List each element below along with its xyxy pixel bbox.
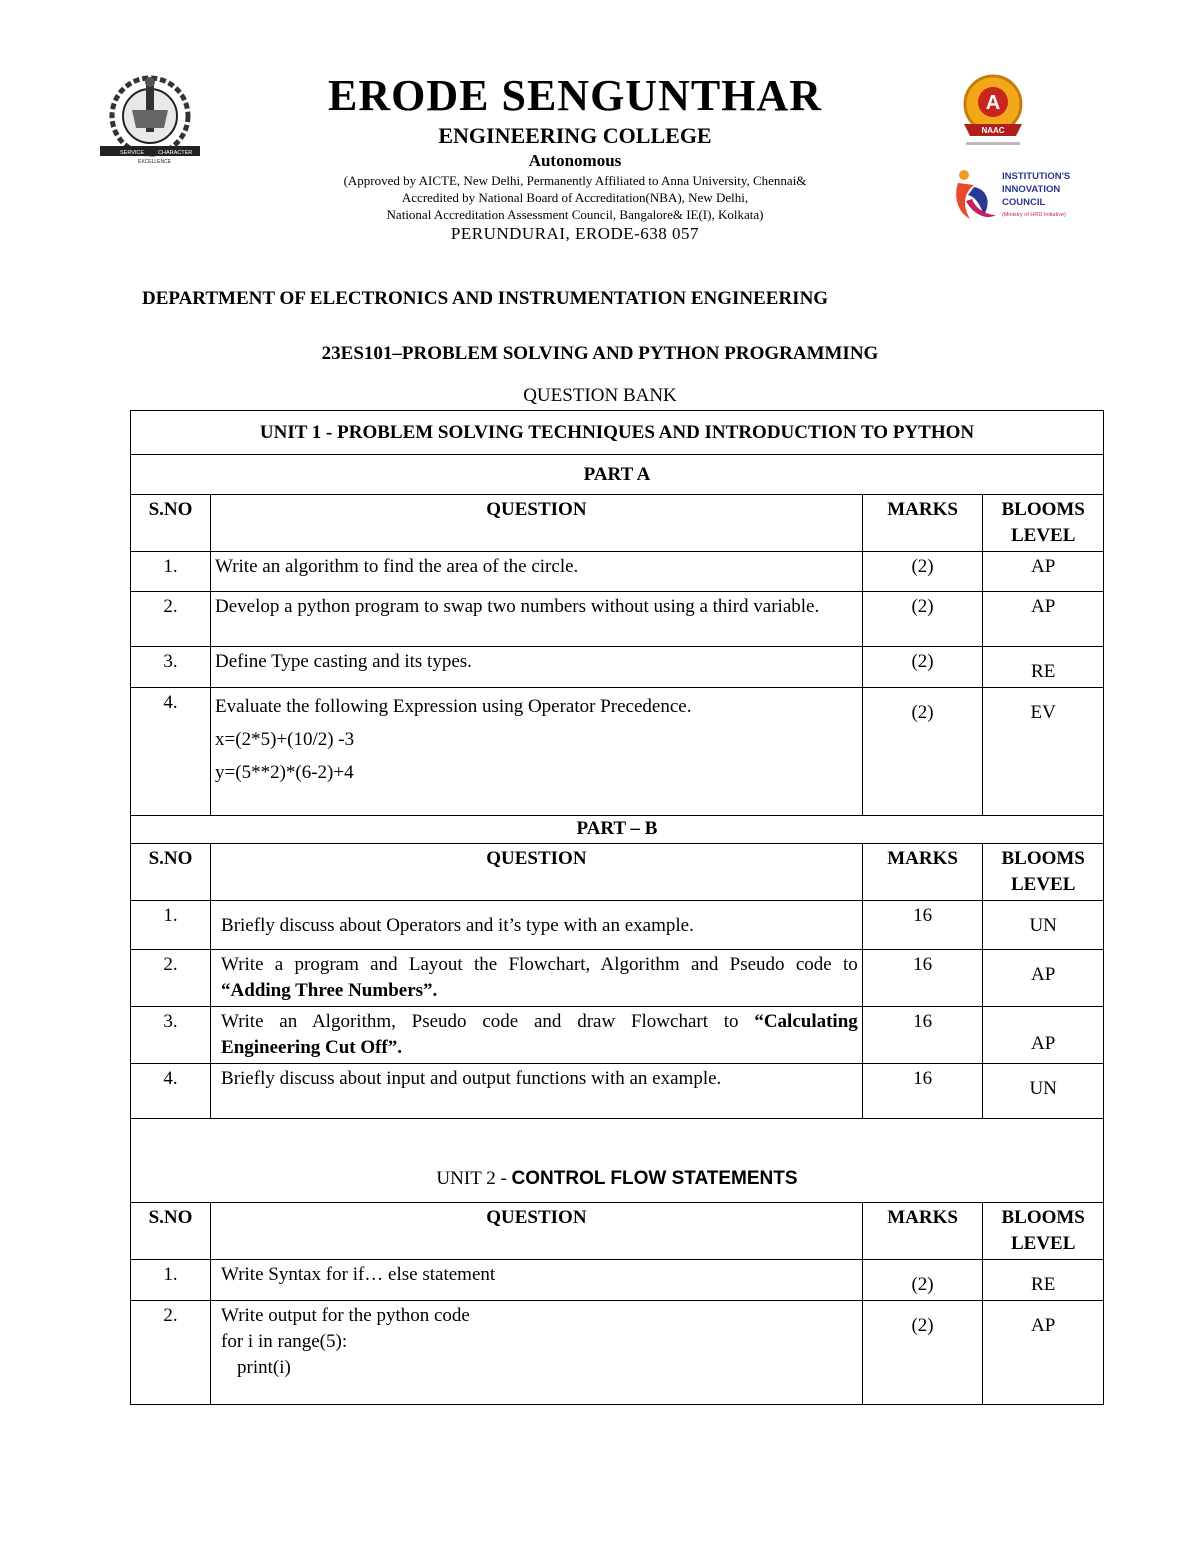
col-header-marks: MARKS	[862, 844, 983, 901]
expression-x: x=(2*5)+(10/2) -3	[215, 729, 355, 750]
row-level: RE	[983, 647, 1104, 688]
row-question: Write output for the python code	[221, 1305, 470, 1326]
row-level: AP	[983, 592, 1104, 647]
row-level: RE	[983, 1260, 1104, 1301]
row-marks: 16	[862, 1007, 983, 1064]
row-sno: 2.	[131, 1301, 211, 1405]
iic-line4: (Ministry of HRD Initiative)	[1002, 212, 1066, 218]
row-question: Write an algorithm to find the area of the circle.	[211, 552, 863, 592]
table-row	[131, 552, 1104, 592]
table-row	[131, 647, 1104, 688]
row-marks: 16	[862, 950, 983, 1007]
row-level: AP	[983, 950, 1104, 1007]
part-b-row	[131, 816, 1104, 844]
row-sno: 4.	[131, 1064, 211, 1119]
document-title: QUESTION BANK	[523, 385, 677, 406]
part-a-row	[131, 455, 1104, 495]
row-sno: 1.	[131, 1260, 211, 1301]
naac-grade: A	[985, 92, 1001, 114]
table-row	[131, 1007, 1104, 1064]
college-subtitle: ENGINEERING COLLEGE	[438, 123, 712, 148]
table-header-row	[131, 1203, 1104, 1260]
code-line-2: print(i)	[237, 1357, 291, 1378]
naac-label: NAAC	[981, 126, 1005, 135]
row-question-cell	[211, 688, 863, 816]
row-question-emphasis: “Adding Three Numbers”.	[221, 980, 438, 1001]
row-question: Define Type casting and its types.	[211, 647, 863, 688]
emblem-right-text: CHARACTER	[158, 150, 193, 156]
table-row	[131, 688, 1104, 816]
college-header	[0, 70, 1200, 245]
row-question: Develop a python program to swap two numbers without using a third variable.	[211, 592, 863, 647]
row-question-cell	[211, 950, 863, 1007]
col-header-question: QUESTION	[211, 495, 863, 552]
row-question: Evaluate the following Expression using Operator Precedence.	[215, 696, 692, 717]
col-header-blooms: BLOOMS LEVEL	[983, 495, 1104, 552]
row-marks: 16	[862, 1064, 983, 1119]
row-marks: (2)	[862, 592, 983, 647]
department-title: DEPARTMENT OF ELECTRONICS AND INSTRUMENTATION ENGINEERING	[142, 288, 829, 309]
row-question-emphasis: “Calculating Engineering Cut Off”.	[221, 1011, 858, 1058]
course-title: 23ES101–PROBLEM SOLVING AND PYTHON PROGRAMMING	[321, 343, 879, 364]
col-header-question: QUESTION	[211, 1203, 863, 1260]
row-sno: 2.	[131, 950, 211, 1007]
iic-line3: COUNCIL	[1002, 197, 1046, 208]
row-question: Briefly discuss about Operators and it’s type with an example.	[211, 901, 863, 950]
emblem-left-text: SERVICE	[120, 150, 145, 156]
table-row	[131, 592, 1104, 647]
row-level: EV	[983, 688, 1104, 816]
table-row	[131, 1260, 1104, 1301]
row-sno: 1.	[131, 901, 211, 950]
col-header-blooms: BLOOMS LEVEL	[983, 1203, 1104, 1260]
approval-line-3: National Accreditation Assessment Council, Bangalore& IE(I), Kolkata)	[386, 207, 764, 222]
unit2-title-text: CONTROL FLOW STATEMENTS	[511, 1168, 798, 1189]
row-marks: (2)	[862, 688, 983, 816]
row-question: Write a program and Layout the Flowchart, Algorithm and Pseudo code to	[221, 954, 858, 975]
col-header-question: QUESTION	[211, 844, 863, 901]
iic-line1: INSTITUTION'S	[1002, 171, 1071, 182]
row-question: Write an Algorithm, Pseudo code and draw Flowchart to	[221, 1011, 755, 1032]
row-marks: (2)	[862, 1301, 983, 1405]
col-header-marks: MARKS	[862, 495, 983, 552]
row-sno: 4.	[131, 688, 211, 816]
row-sno: 3.	[131, 1007, 211, 1064]
row-question: Write Syntax for if… else statement	[211, 1260, 863, 1301]
row-sno: 1.	[131, 552, 211, 592]
col-header-sno: S.NO	[131, 844, 211, 901]
row-level: UN	[983, 901, 1104, 950]
question-bank-table	[130, 410, 1104, 1405]
college-name: ERODE SENGUNTHAR	[328, 71, 822, 120]
approval-line-1: (Approved by AICTE, New Delhi, Permanently Affiliated to Anna University, Chennai&	[343, 173, 807, 188]
college-location: PERUNDURAI, ERODE-638 057	[450, 224, 700, 243]
row-level: UN	[983, 1064, 1104, 1119]
expression-y: y=(5**2)*(6-2)+4	[215, 762, 354, 783]
row-sno: 2.	[131, 592, 211, 647]
table-row	[131, 1301, 1104, 1405]
unit2-title-prefix: UNIT 2 -	[436, 1168, 512, 1189]
approval-line-2: Accredited by National Board of Accreditation(NBA), New Delhi,	[401, 190, 749, 205]
table-header-row	[131, 844, 1104, 901]
unit2-title-row	[131, 1119, 1104, 1203]
col-header-sno: S.NO	[131, 495, 211, 552]
unit2-title	[131, 1119, 1104, 1203]
part-a-label: PART A	[131, 455, 1104, 495]
iic-line2: INNOVATION	[1002, 184, 1061, 195]
col-header-marks: MARKS	[862, 1203, 983, 1260]
col-header-sno: S.NO	[131, 1203, 211, 1260]
row-level: AP	[983, 1301, 1104, 1405]
unit1-title-row	[131, 411, 1104, 455]
table-header-row	[131, 495, 1104, 552]
table-row	[131, 901, 1104, 950]
code-line-1: for i in range(5):	[221, 1331, 348, 1352]
table-row	[131, 1064, 1104, 1119]
row-sno: 3.	[131, 647, 211, 688]
emblem-bottom-text: EXCELLENCE	[138, 159, 172, 165]
row-marks: (2)	[862, 647, 983, 688]
row-question-cell	[211, 1301, 863, 1405]
row-marks: (2)	[862, 552, 983, 592]
row-question: Briefly discuss about input and output functions with an example.	[211, 1064, 863, 1119]
unit1-title: UNIT 1 - PROBLEM SOLVING TECHNIQUES AND INTRODUCTION TO PYTHON	[131, 411, 1104, 455]
row-question-cell	[211, 1007, 863, 1064]
col-header-blooms: BLOOMS LEVEL	[983, 844, 1104, 901]
part-b-label: PART – B	[131, 816, 1104, 844]
row-marks: 16	[862, 901, 983, 950]
table-row	[131, 950, 1104, 1007]
row-marks: (2)	[862, 1260, 983, 1301]
row-level: AP	[983, 552, 1104, 592]
college-status: Autonomous	[528, 151, 622, 170]
row-level: AP	[983, 1007, 1104, 1064]
